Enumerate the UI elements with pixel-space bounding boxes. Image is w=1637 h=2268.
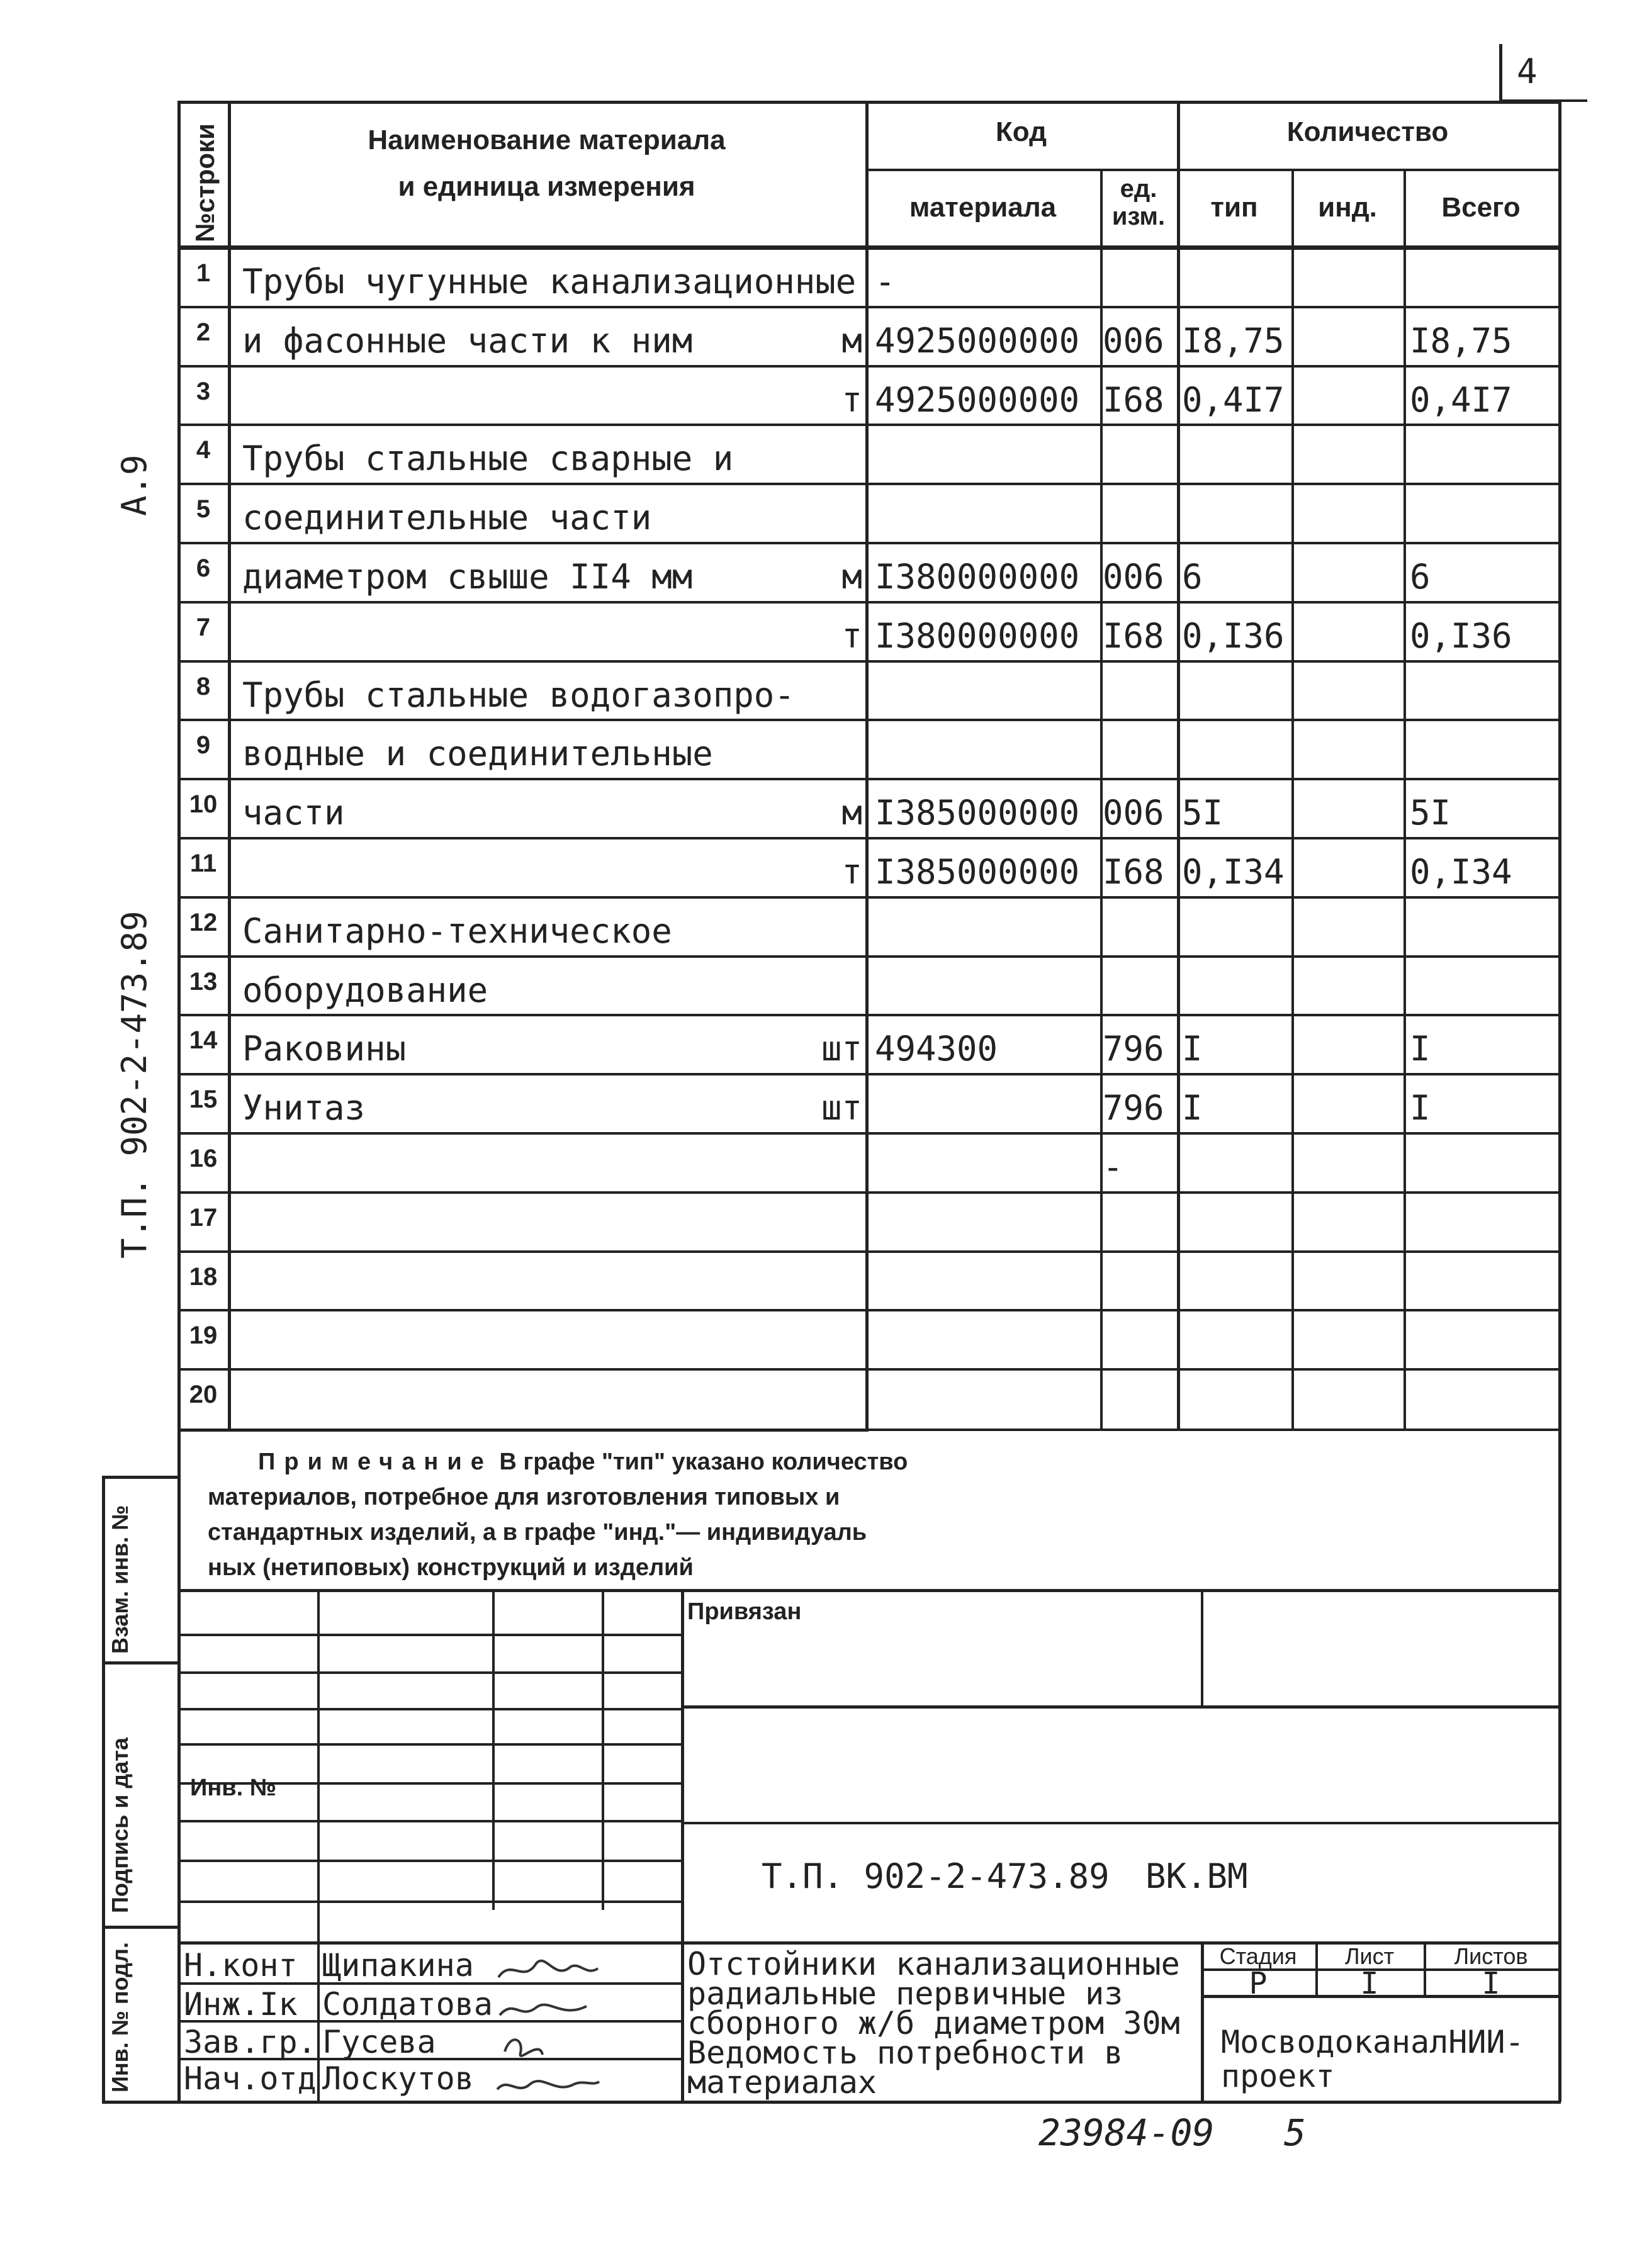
unit: т xyxy=(841,615,862,656)
col-uom-border xyxy=(1177,101,1180,1429)
table-bottom-left xyxy=(177,1429,869,1432)
row-number: 15 xyxy=(189,1086,218,1114)
header-unit-2: изм. xyxy=(1111,203,1166,230)
qty-type: I xyxy=(1182,1088,1203,1128)
tb-inv-no: Инв. № xyxy=(190,1775,277,1801)
header-qty-ind: инд. xyxy=(1318,192,1377,223)
material-name: Трубы чугунные канализационные xyxy=(242,262,857,301)
table-top-border xyxy=(177,101,1561,104)
header-code-material: материала xyxy=(909,192,1057,223)
header-sub-line xyxy=(865,169,1561,171)
tb-row4 xyxy=(177,1743,681,1746)
header-qty-type: тип xyxy=(1210,192,1258,223)
qty-type: I xyxy=(1182,1029,1203,1069)
row-number: 9 xyxy=(196,731,211,760)
row-number: 6 xyxy=(196,554,211,582)
tb-row6 xyxy=(177,1820,681,1822)
table-row-line xyxy=(177,1073,1561,1075)
col-type-border xyxy=(1291,169,1294,1429)
tb-org-line2: проект xyxy=(1221,2058,1335,2094)
material-name: Санитарно-техническое xyxy=(242,911,672,951)
tb-stage: Р xyxy=(1249,1966,1268,2001)
staff-role: Зав.гр. xyxy=(184,2024,317,2060)
qty-total: I xyxy=(1410,1029,1431,1069)
qty-total: I xyxy=(1410,1088,1431,1128)
qty-total: 0,4I7 xyxy=(1410,379,1512,420)
unit: м xyxy=(841,793,862,833)
archive-number: 23984-09 xyxy=(1038,2111,1215,2154)
uom-code: 796 xyxy=(1103,1029,1164,1069)
tb-sheets-label: Листов xyxy=(1454,1943,1528,1969)
tb-sheet: I xyxy=(1360,1966,1379,2001)
row-number: 3 xyxy=(196,377,211,405)
header-unit-1: ед. xyxy=(1120,175,1157,203)
unit: м xyxy=(841,320,862,361)
qty-type: I8,75 xyxy=(1182,320,1285,361)
row-number: 8 xyxy=(196,672,211,700)
margin-strip-top xyxy=(102,1476,180,1479)
tb-title-line2: радиальные первичные из xyxy=(687,1975,1123,2012)
unit: т xyxy=(841,379,862,420)
tb-row8 xyxy=(177,1900,681,1903)
qty-type: 0,I36 xyxy=(1182,615,1285,656)
table-row-line xyxy=(177,1014,1561,1016)
note-line2: материалов, потребное для изготовления типовых и xyxy=(208,1484,840,1510)
table-row-line xyxy=(177,483,1561,485)
tb-top xyxy=(177,1589,1561,1592)
row-number: 1 xyxy=(196,259,211,287)
material-name: и фасонные части к ним xyxy=(242,320,693,361)
material-name: водные и соединительные xyxy=(242,734,713,774)
staff-name: Лоскутов xyxy=(322,2060,474,2097)
uom-code: 006 xyxy=(1103,793,1164,833)
row-number: 14 xyxy=(189,1026,218,1055)
signature-2-icon xyxy=(500,2005,587,2015)
tb-col1 xyxy=(317,1589,320,2101)
uom-code: 006 xyxy=(1103,320,1164,361)
row-number: 13 xyxy=(189,967,218,996)
tb-code-top xyxy=(681,1822,1561,1824)
material-name: Трубы стальные сварные и xyxy=(242,439,734,479)
table-row-line xyxy=(177,306,1561,308)
header-code: Код xyxy=(995,116,1047,147)
tb-privyazan-div xyxy=(1201,1589,1203,1709)
header-name-line2: и единица измерения xyxy=(398,171,695,202)
row-number: 19 xyxy=(189,1322,218,1350)
frame-bottom-border xyxy=(102,2101,1561,2104)
unit: шт xyxy=(821,1088,862,1128)
uom-code: I68 xyxy=(1103,379,1164,420)
table-row-line xyxy=(177,1132,1561,1135)
note-lead: Примечание xyxy=(258,1449,493,1475)
row-number: 2 xyxy=(196,318,211,346)
signature-4-icon xyxy=(497,2081,599,2089)
material-name: диаметром свыше II4 мм xyxy=(242,557,693,597)
uom-code: I68 xyxy=(1103,615,1164,656)
margin-inv-podl: Инв. № подл. xyxy=(107,1942,133,2092)
table-row-line xyxy=(177,1309,1561,1311)
page-number: 4 xyxy=(1517,52,1538,91)
note-block xyxy=(208,1444,1341,1585)
uom-code: I68 xyxy=(1103,852,1164,892)
tb-row7 xyxy=(177,1860,681,1862)
qty-total: 5I xyxy=(1410,793,1451,833)
staff-name: Щипакина xyxy=(322,1947,474,1984)
staff-name: Гусева xyxy=(322,2024,436,2060)
qty-type: 5I xyxy=(1182,793,1224,833)
tb-sheets: I xyxy=(1482,1966,1500,2001)
margin-strip-div2 xyxy=(102,1926,180,1929)
material-code: 4925000000 xyxy=(875,379,1080,420)
tb-col4 xyxy=(681,1589,684,2101)
header-qty-total: Всего xyxy=(1441,192,1521,223)
tb-title-line1: Отстойники канализационные xyxy=(687,1946,1180,1982)
table-row-line xyxy=(177,955,1561,958)
tb-organization xyxy=(1221,2025,1524,2093)
row-number: 4 xyxy=(196,436,211,464)
signature-3-icon xyxy=(505,2040,543,2056)
qty-type: 6 xyxy=(1182,557,1203,597)
row-number: 5 xyxy=(196,495,211,524)
qty-total: 6 xyxy=(1410,557,1431,597)
side-series: Т.П. 902-2-473.89 xyxy=(115,911,154,1259)
material-code: I380000000 xyxy=(875,615,1080,656)
col-rowno-border xyxy=(228,101,231,1429)
tb-title-line4: Ведомость потребности в xyxy=(687,2035,1123,2071)
row-number: 7 xyxy=(196,613,211,641)
table-row-line xyxy=(177,601,1561,603)
col-ind-border xyxy=(1404,169,1406,1429)
material-code: I385000000 xyxy=(875,793,1080,833)
row-number: 11 xyxy=(189,850,217,877)
margin-vzam: Взам. инв. № xyxy=(107,1505,133,1654)
table-row-line xyxy=(177,542,1561,544)
note-line3: стандартных изделий, а в графе "инд."— индивидуаль xyxy=(208,1519,867,1546)
tb-stage-label: Стадия xyxy=(1219,1943,1297,1969)
col-name-border xyxy=(865,101,869,1429)
uom-code: - xyxy=(1103,1147,1123,1187)
tb-privyazan-bottom xyxy=(681,1705,1561,1709)
table-row-line xyxy=(177,1191,1561,1194)
row-number: 10 xyxy=(189,790,218,819)
material-name: оборудование xyxy=(242,970,488,1010)
qty-total: 0,I36 xyxy=(1410,615,1512,656)
row-number: 12 xyxy=(189,908,218,936)
row-number: 18 xyxy=(189,1262,218,1291)
margin-podpis: Подпись и дата xyxy=(107,1737,133,1913)
header-row-no: №строки xyxy=(190,123,220,242)
tb-doc-mark: ВК.ВМ xyxy=(1145,1856,1248,1896)
table-row-line xyxy=(177,896,1561,899)
material-name: Раковины xyxy=(242,1029,407,1069)
material-name: соединительные части xyxy=(242,498,652,538)
material-name: Унитаз xyxy=(242,1088,366,1128)
material-code: 4925000000 xyxy=(875,320,1080,361)
tb-doc-code: Т.П. 902-2-473.89 xyxy=(762,1856,1110,1896)
qty-type: 0,4I7 xyxy=(1182,379,1285,420)
side-album: А.9 xyxy=(115,454,154,516)
unit: шт xyxy=(821,1029,862,1069)
staff-name: Солдатова xyxy=(322,1986,493,2023)
table-bottom-right xyxy=(865,1429,1558,1431)
table-row-line xyxy=(177,1250,1561,1253)
signature-1-icon xyxy=(498,1961,598,1977)
row-number: 17 xyxy=(189,1203,218,1232)
tb-title-line3: сборного ж/б диаметром 30м xyxy=(687,2005,1180,2041)
tb-sheet-label: Лист xyxy=(1344,1943,1395,1969)
qty-type: 0,I34 xyxy=(1182,852,1285,892)
qty-total: 0,I34 xyxy=(1410,852,1512,892)
material-name: части xyxy=(242,793,345,833)
table-row-line xyxy=(177,660,1561,663)
staff-role: Нач.отд xyxy=(184,2060,317,2097)
tb-title-line5: материалах xyxy=(687,2064,877,2101)
staff-role: Н.конт xyxy=(184,1947,298,1984)
material-code: I380000000 xyxy=(875,557,1080,597)
tb-row3 xyxy=(177,1708,681,1710)
note-line1: В графе "тип" указано количество xyxy=(499,1449,908,1475)
tb-title xyxy=(687,1946,1180,2101)
table-row-line xyxy=(177,365,1561,368)
unit: м xyxy=(841,557,862,597)
tb-row1 xyxy=(177,1634,681,1636)
table-row-line xyxy=(177,837,1561,839)
tb-row2 xyxy=(177,1671,681,1674)
uom-code: 006 xyxy=(1103,557,1164,597)
material-code: I385000000 xyxy=(875,852,1080,892)
header-bottom-border xyxy=(177,245,1561,250)
tb-org-line1: МосводоканалНИИ- xyxy=(1221,2024,1524,2060)
material-name: Трубы стальные водогазопро- xyxy=(242,675,795,715)
signature-marks xyxy=(492,1945,603,2101)
frame-right-border xyxy=(1558,101,1561,2102)
staff-role: Инж.Iк xyxy=(184,1986,298,2023)
row-number: 16 xyxy=(189,1145,218,1172)
table-row-line xyxy=(177,424,1561,426)
table-row-line xyxy=(177,778,1561,780)
header-quantity: Количество xyxy=(1286,116,1449,147)
note-line4: ных (нетиповых) конструкций и изделий xyxy=(208,1554,694,1581)
table-row-line xyxy=(177,1368,1561,1371)
material-code: - xyxy=(875,262,896,301)
unit: т xyxy=(841,852,862,892)
qty-total: I8,75 xyxy=(1410,320,1512,361)
tb-privyazan: Привязан xyxy=(687,1598,802,1625)
header-name-line1: Наименование материала xyxy=(368,125,726,155)
uom-code: 796 xyxy=(1103,1088,1164,1128)
archive-suffix: 5 xyxy=(1284,2111,1306,2154)
page-number-divider xyxy=(1499,44,1502,102)
table-row-line xyxy=(177,719,1561,721)
material-code: 494300 xyxy=(875,1029,998,1069)
row-number: 20 xyxy=(189,1381,218,1409)
margin-strip-div1 xyxy=(102,1661,180,1665)
margin-strip-left xyxy=(102,1476,105,2102)
